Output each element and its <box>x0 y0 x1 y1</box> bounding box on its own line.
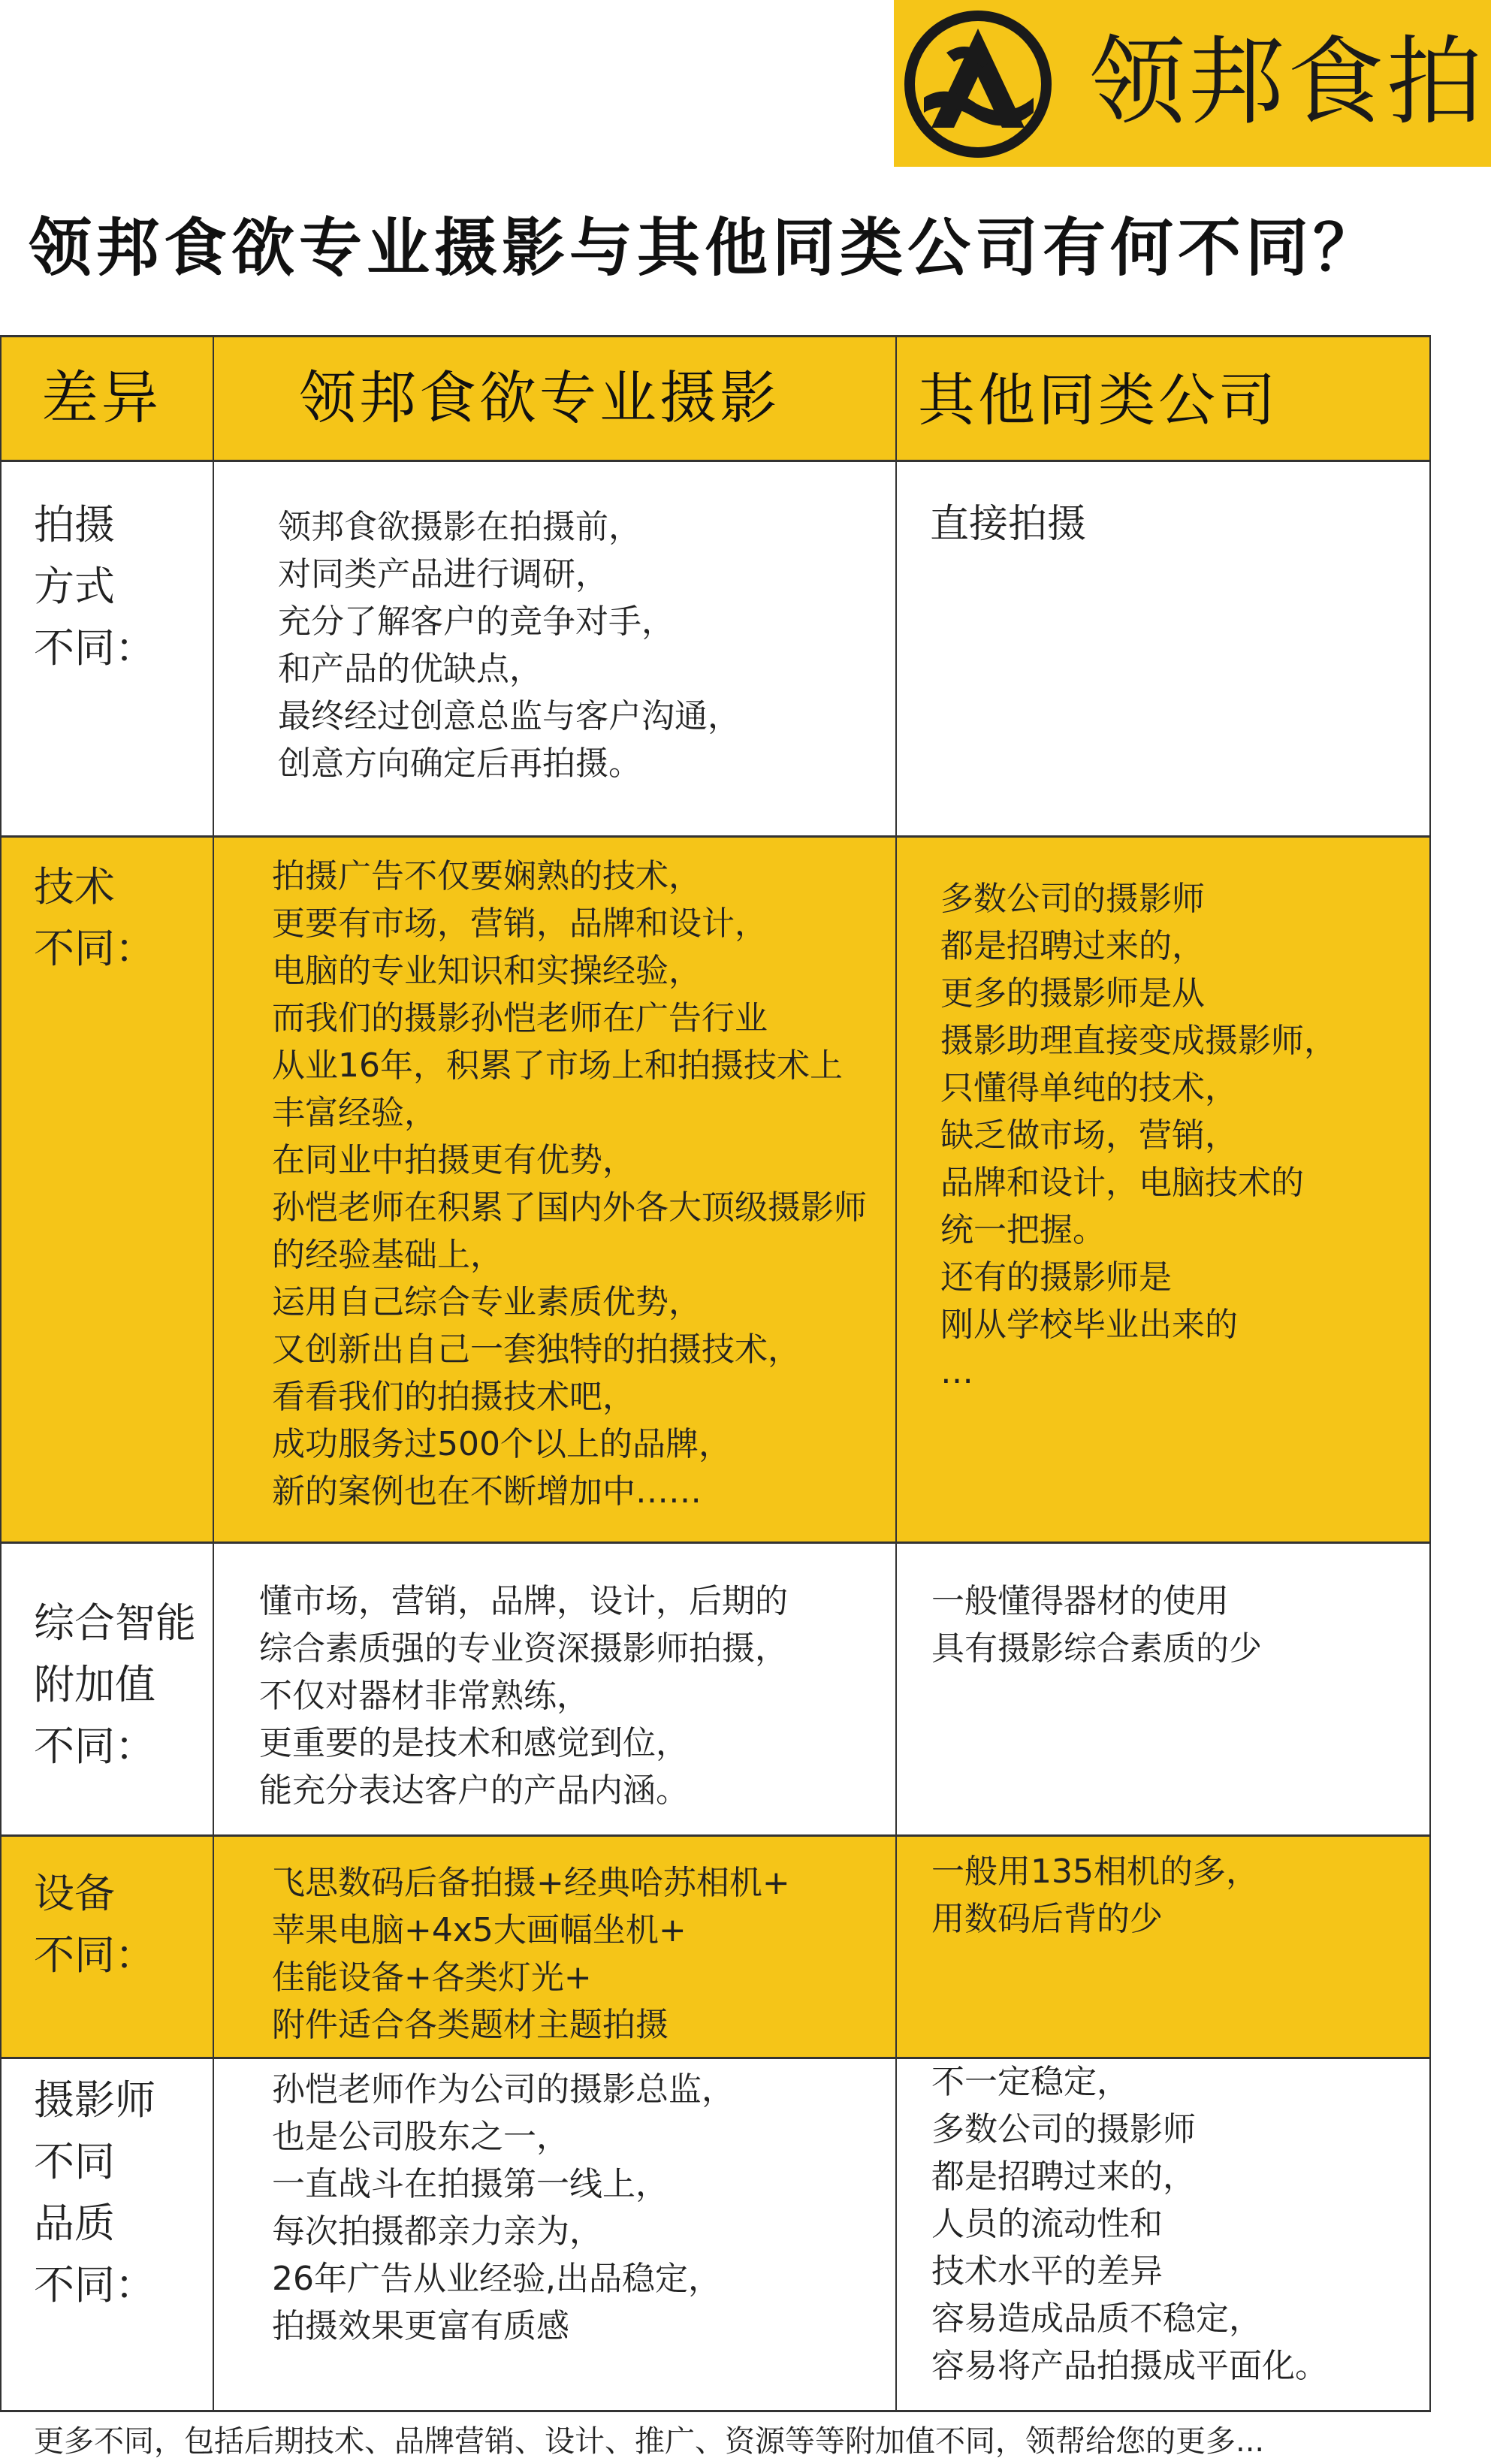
row-category: 摄影师 不同 品质 不同： <box>34 2076 155 2308</box>
header-lingbang: 领邦食欲专业摄影 <box>299 364 780 431</box>
row-others-text: 不一定稳定， 多数公司的摄影师 都是招聘过来的， 人员的流动性和 技术水平的差异 容易造成品质不稳定， 容易将产品拍摄成平面化。 <box>931 2063 1328 2385</box>
row-lingbang-text: 拍摄广告不仅要娴熟的技术， 更要有市场，营销，品牌和设计， 电脑的专业知识和实操经验， 而我们的摄影孙恺老师在广告行业 从业16年，积累了市场上和拍摄技术上 丰富经验， 在同业中拍摄更有优势， 孙恺老师在积累了国内外各大顶级摄影师 的经验基础上， 运用自己综合专业素质优势， 又创新出自己一套独特的拍摄技术， 看看我们的拍摄技术吧， 成功服务过500个以上的品牌， 新的案例也在不断增加中…… <box>272 857 867 1511</box>
row-lingbang-text: 懂市场，营销，品牌，设计，后期的 综合素质强的专业资深摄影师拍摄， 不仅对器材非常熟练， 更重要的是技术和感觉到位， 能充分表达客户的产品内涵。 <box>259 1582 788 1810</box>
grid-line <box>0 335 2 2412</box>
grid-line <box>0 1834 1431 1837</box>
grid-line <box>895 335 897 2412</box>
row-others-text: 一般用135相机的多， 用数码后背的少 <box>931 1853 1259 1938</box>
row-others-text: 直接拍摄 <box>930 502 1087 547</box>
row-category: 技术 不同： <box>34 863 155 972</box>
grid-line <box>0 460 1431 462</box>
page-title: 领邦食欲专业摄影与其他同类公司有何不同？ <box>29 211 1381 285</box>
hands-logo-icon <box>901 8 1055 161</box>
header-difference: 差异 <box>41 364 161 431</box>
row-lingbang-text: 领邦食欲摄影在拍摄前， 对同类产品进行调研， 充分了解客户的竞争对手， 和产品的优缺点， 最终经过创意总监与客户沟通， 创意方向确定后再拍摄。 <box>278 508 741 783</box>
grid-line <box>1429 335 1431 2412</box>
row-others-text: 一般懂得器材的使用 具有摄影综合素质的少 <box>931 1582 1262 1668</box>
grid-line <box>0 1542 1431 1544</box>
row-lingbang-text: 孙恺老师作为公司的摄影总监， 也是公司股东之一， 一直战斗在拍摄第一线上， 每次拍摄都亲力亲为， 26年广告从业经验,出品稳定， 拍摄效果更富有质感 <box>272 2070 735 2345</box>
brand-logo <box>894 0 1491 167</box>
row-category: 拍摄 方式 不同： <box>34 501 155 672</box>
row-category: 综合智能 附加值 不同： <box>34 1599 196 1770</box>
row-others-text: 多数公司的摄影师 都是招聘过来的， 更多的摄影师是从 摄影助理直接变成摄影师， 只懂得单纯的技术， 缺乏做市场，营销， 品牌和设计，电脑技术的 统一把握。 还有的摄影师是 刚从学校毕业出来的 … <box>940 880 1337 1391</box>
header-others: 其他同类公司 <box>918 367 1278 433</box>
grid-line <box>0 335 1431 337</box>
grid-line <box>0 2410 1431 2412</box>
grid-line <box>0 835 1431 838</box>
row-category: 设备 不同： <box>34 1870 155 1979</box>
row-lingbang-text: 飞思数码后备拍摄+经典哈苏相机+ 苹果电脑+4x5大画幅坐机+ 佳能设备+各类灯光+ 附件适合各类题材主题拍摄 <box>272 1864 790 2044</box>
footer-note: 更多不同，包括后期技术、品牌营销、设计、推广、资源等等附加值不同，领帮给您的更多... <box>34 2424 1265 2459</box>
logo-text: 领邦食拍 <box>1089 26 1486 138</box>
grid-line <box>213 335 214 2412</box>
